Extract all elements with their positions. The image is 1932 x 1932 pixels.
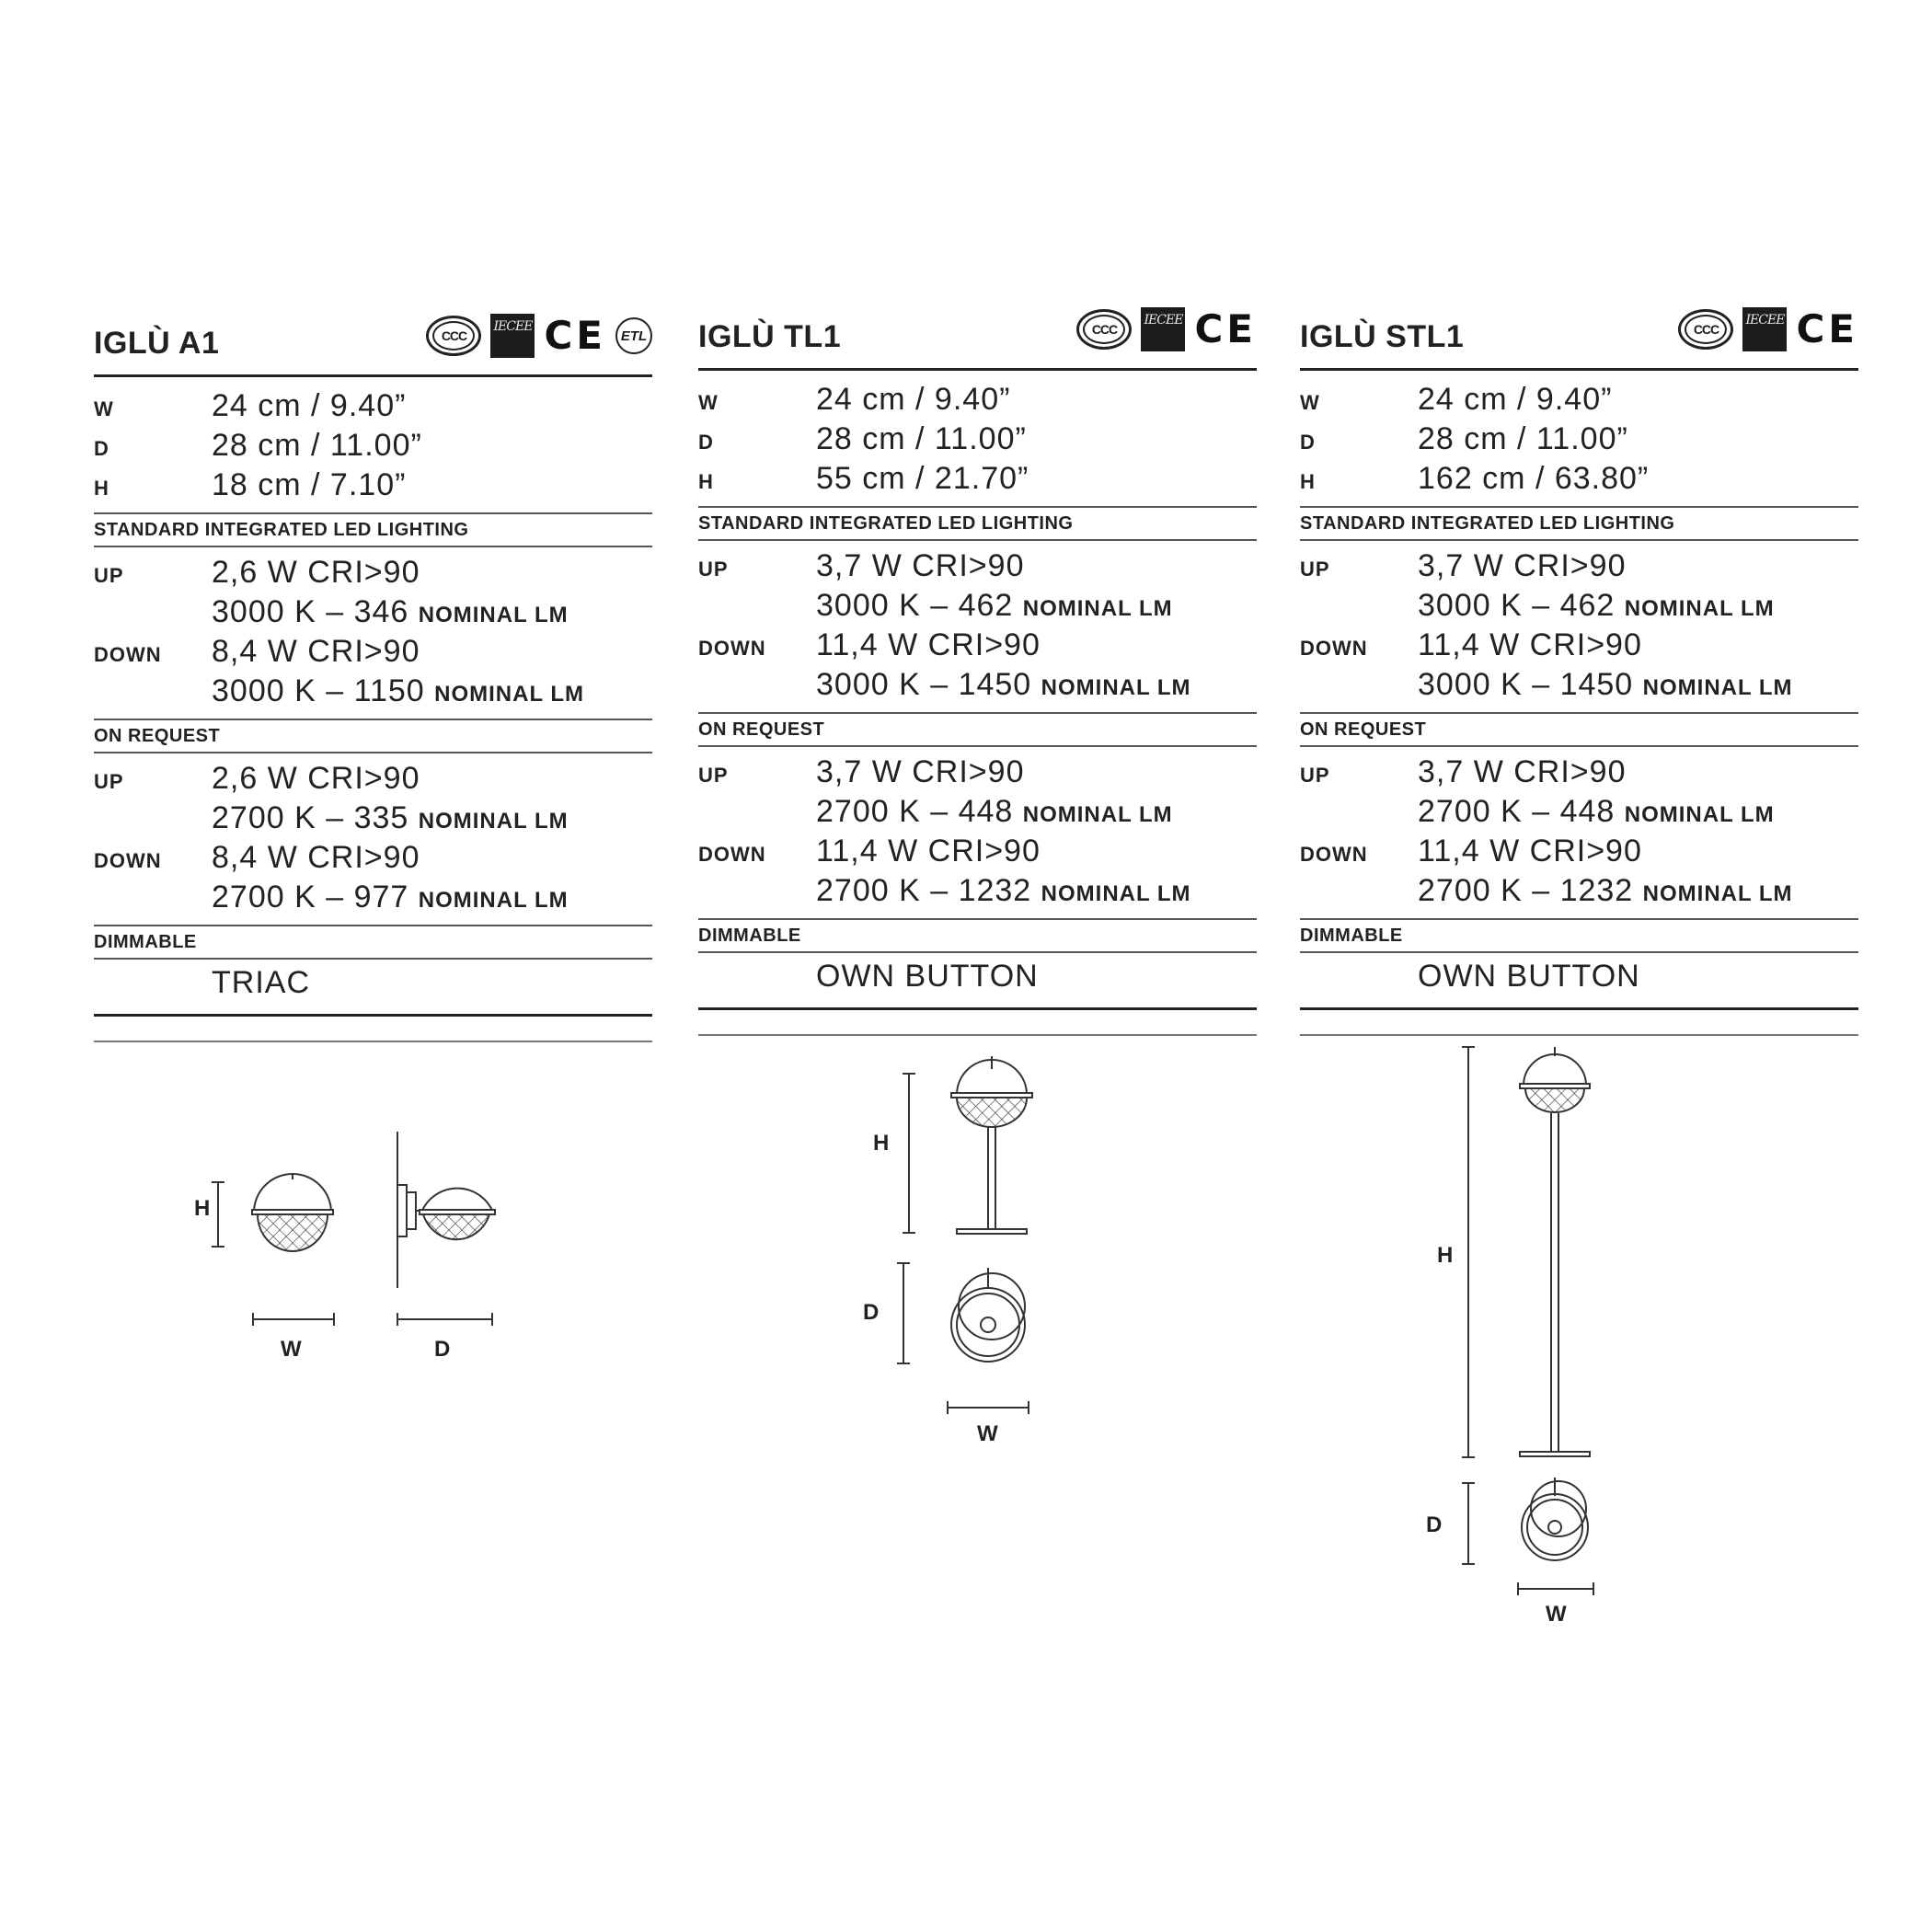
on-request-heading: ON REQUEST [698, 714, 1257, 747]
standard-lighting-heading: STANDARD INTEGRATED LED LIGHTING [1300, 508, 1858, 541]
a1-height-label: H [194, 1196, 211, 1221]
a1-side-view [397, 1132, 495, 1326]
dimension-row: D 28 cm / 11.00” [1300, 421, 1628, 456]
dimension-row: D 28 cm / 11.00” [698, 421, 1027, 456]
dimension-row: H 55 cm / 21.70” [698, 461, 1029, 496]
dimmable-value: TRIAC [212, 965, 310, 1000]
product-title: IGLÙ TL1 [698, 319, 842, 354]
tl1-depth-label: D [863, 1300, 880, 1325]
ccc-mark-icon: CCC [1076, 309, 1132, 350]
on-request-specs: UP 3,7 W CRI>90 2700 K – 448 NOMINAL LM DOWN 11,4 W CRI>90 2700 K – 1232 NOMINAL LM [698, 747, 1257, 920]
dimension-row: H 162 cm / 63.80” [1300, 461, 1650, 496]
standard-lighting-specs: UP 3,7 W CRI>90 3000 K – 462 NOMINAL LM DOWN 11,4 W CRI>90 3000 K – 1450 NOMINAL LM [698, 541, 1257, 714]
ce-mark-icon: CE [1194, 306, 1257, 351]
a1-depth-label: D [434, 1337, 451, 1362]
dimmable-heading: DIMMABLE [1300, 920, 1858, 953]
iecee-mark-icon: IECEE [490, 314, 535, 358]
dimension-row: W 24 cm / 9.40” [94, 388, 407, 423]
on-request-specs: UP 3,7 W CRI>90 2700 K – 448 NOMINAL LM DOWN 11,4 W CRI>90 2700 K – 1232 NOMINAL LM [1300, 747, 1858, 920]
dimension-row: D 28 cm / 11.00” [94, 428, 422, 463]
standard-lighting-specs: UP 2,6 W CRI>90 3000 K – 346 NOMINAL LM DOWN 8,4 W CRI>90 3000 K – 1150 NOMINAL LM [94, 547, 652, 720]
product-title: IGLÙ A1 [94, 326, 220, 361]
dimmable-heading: DIMMABLE [94, 926, 652, 960]
ccc-mark-icon: CCC [426, 316, 481, 356]
dimension-row: W 24 cm / 9.40” [1300, 382, 1613, 417]
stl1-width-label: W [1546, 1602, 1567, 1627]
ce-mark-icon: CE [544, 313, 606, 358]
a1-front-view [212, 1174, 334, 1326]
stl1-elevation [1462, 1047, 1590, 1457]
on-request-specs: UP 2,6 W CRI>90 2700 K – 335 NOMINAL LM DOWN 8,4 W CRI>90 2700 K – 977 NOMINAL LM [94, 753, 652, 926]
tl1-width-label: W [977, 1421, 998, 1446]
iecee-mark-icon: IECEE [1742, 307, 1787, 351]
dimmable-heading: DIMMABLE [698, 920, 1257, 953]
dimmable-value: OWN BUTTON [1418, 959, 1640, 994]
tl1-elevation [903, 1056, 1032, 1234]
dimension-row: W 24 cm / 9.40” [698, 382, 1011, 417]
iecee-mark-icon: IECEE [1141, 307, 1185, 351]
ccc-mark-icon: CCC [1678, 309, 1733, 350]
ce-mark-icon: CE [1796, 306, 1858, 351]
etl-mark-icon: ETL [615, 317, 652, 354]
stl1-depth-label: D [1426, 1512, 1443, 1537]
stl1-plan [1462, 1478, 1593, 1595]
product-title: IGLÙ STL1 [1300, 319, 1465, 354]
on-request-heading: ON REQUEST [94, 720, 652, 753]
stl1-height-label: H [1437, 1243, 1454, 1268]
tl1-plan [897, 1263, 1029, 1414]
on-request-heading: ON REQUEST [1300, 714, 1858, 747]
standard-lighting-heading: STANDARD INTEGRATED LED LIGHTING [94, 514, 652, 547]
dimmable-value: OWN BUTTON [816, 959, 1039, 994]
tl1-height-label: H [873, 1131, 890, 1156]
standard-lighting-specs: UP 3,7 W CRI>90 3000 K – 462 NOMINAL LM DOWN 11,4 W CRI>90 3000 K – 1450 NOMINAL LM [1300, 541, 1858, 714]
standard-lighting-heading: STANDARD INTEGRATED LED LIGHTING [698, 508, 1257, 541]
a1-width-label: W [281, 1337, 302, 1362]
dimension-row: H 18 cm / 7.10” [94, 467, 407, 502]
